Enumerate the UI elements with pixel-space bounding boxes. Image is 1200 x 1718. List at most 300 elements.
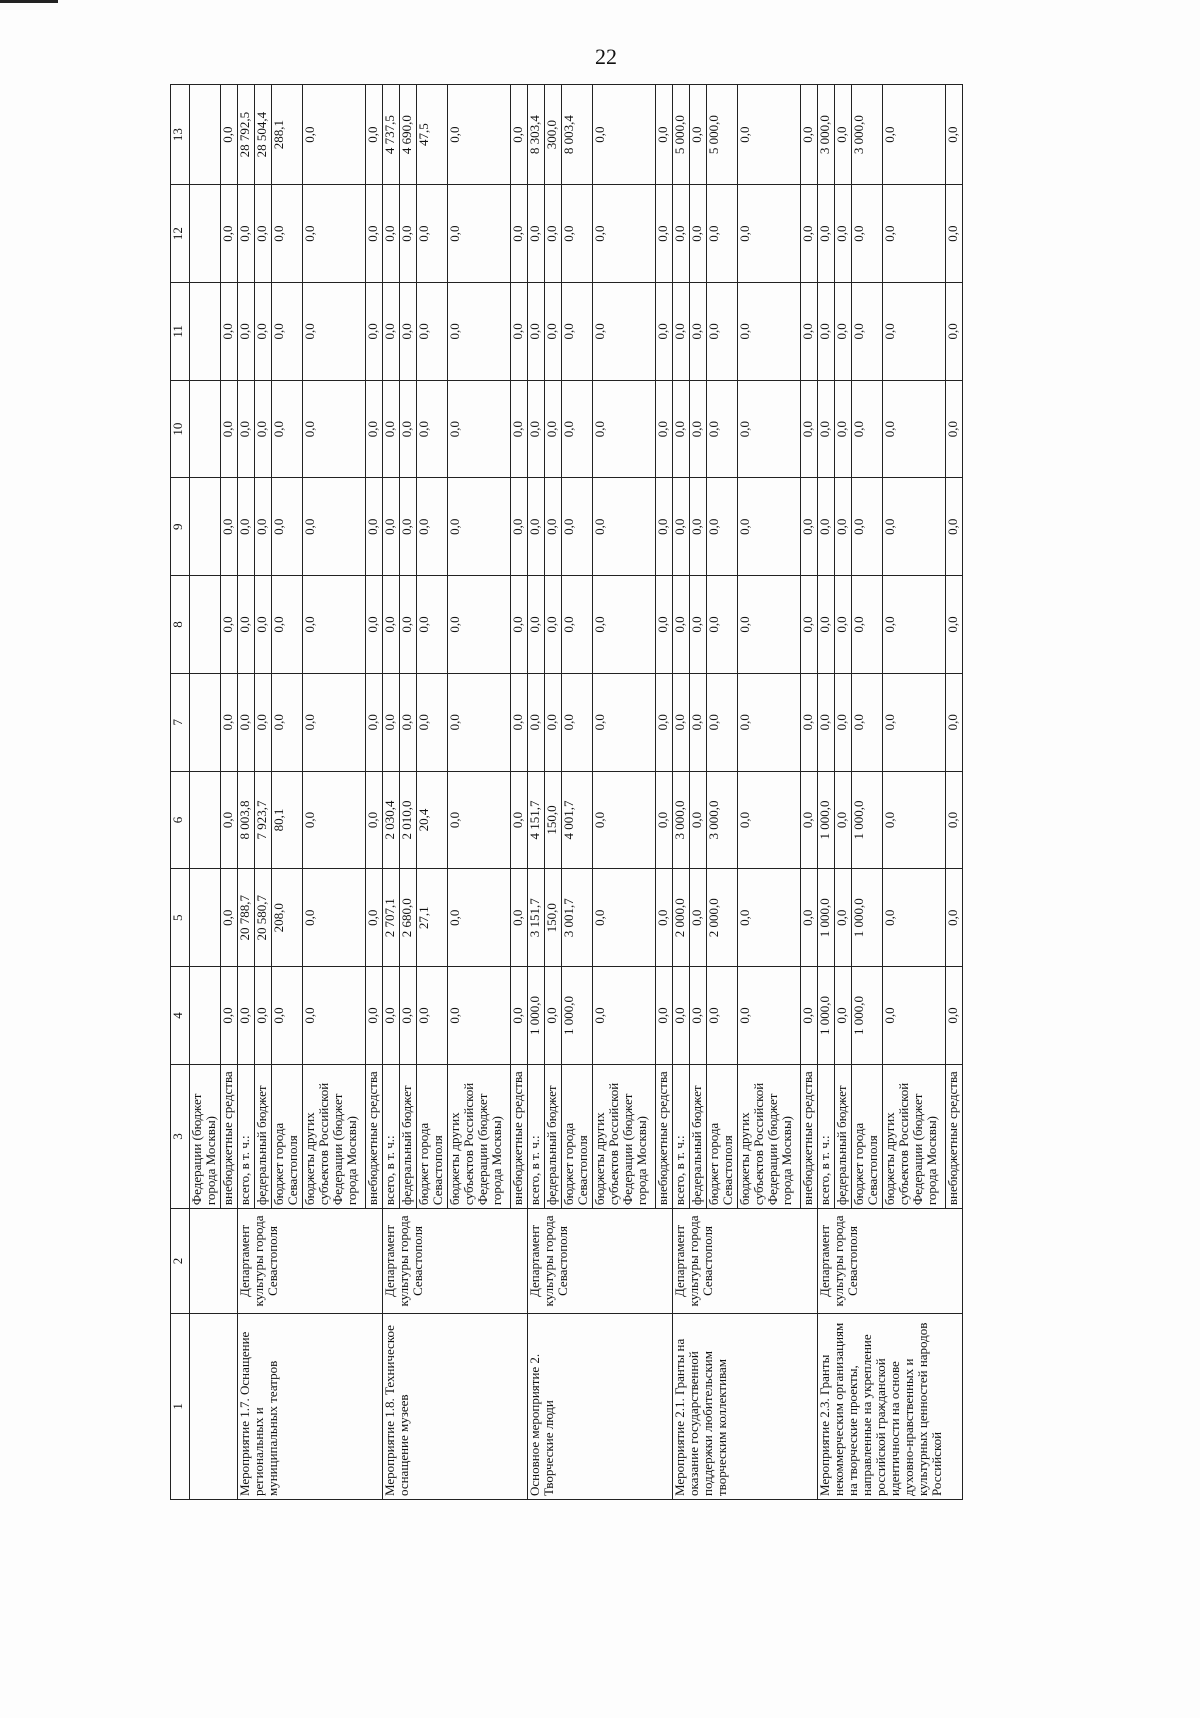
amount-cell: 0,0 xyxy=(673,380,690,478)
column-header-10: 10 xyxy=(171,380,190,478)
table-row xyxy=(528,85,545,1500)
column-header-5: 5 xyxy=(171,869,190,967)
amount-cell: 0,0 xyxy=(303,282,366,380)
amount-cell: 0,0 xyxy=(673,967,690,1065)
measure-name-cell xyxy=(190,1313,238,1499)
amount-cell: 0,0 xyxy=(417,282,448,380)
amount-cell: 0,0 xyxy=(738,380,801,478)
amount-cell: 0,0 xyxy=(511,380,528,478)
amount-cell: 0,0 xyxy=(255,576,272,674)
amount-cell: 3 001,7 xyxy=(562,869,593,967)
amount-cell: 0,0 xyxy=(738,282,801,380)
amount-cell: 0,0 xyxy=(303,185,366,283)
amount-cell: 0,0 xyxy=(690,869,707,967)
amount-cell: 0,0 xyxy=(303,478,366,576)
amount-cell: 0,0 xyxy=(366,85,383,185)
amount-cell: 0,0 xyxy=(511,282,528,380)
amount-cell: 0,0 xyxy=(690,576,707,674)
amount-cell: 0,0 xyxy=(883,576,946,674)
measure-name: Основное мероприятие 2. Творческие люди xyxy=(528,1313,673,1499)
amount-cell: 3 000,0 xyxy=(852,85,883,185)
amount-cell: 0,0 xyxy=(593,967,656,1065)
funding-source: бюджет города Севастополя xyxy=(417,1064,448,1208)
amount-cell: 0,0 xyxy=(673,185,690,283)
column-header-3: 3 xyxy=(171,1064,190,1208)
amount-cell: 0,0 xyxy=(593,85,656,185)
amount-cell: 0,0 xyxy=(417,380,448,478)
amount-cell: 0,0 xyxy=(673,478,690,576)
amount-cell: 0,0 xyxy=(707,282,738,380)
column-header-1: 1 xyxy=(171,1313,190,1499)
amount-cell: 0,0 xyxy=(238,576,255,674)
funding-source: внебюджетные средства xyxy=(801,1064,818,1208)
funding-source: внебюджетные средства xyxy=(656,1064,673,1208)
amount-cell: 0,0 xyxy=(707,478,738,576)
column-header-2: 2 xyxy=(171,1209,190,1314)
column-header-7: 7 xyxy=(171,673,190,771)
amount-cell: 0,0 xyxy=(835,967,852,1065)
amount-cell: 8 303,4 xyxy=(528,85,545,185)
amount-cell xyxy=(190,85,221,185)
amount-cell: 0,0 xyxy=(366,282,383,380)
amount-cell: 2 680,0 xyxy=(400,869,417,967)
amount-cell: 1 000,0 xyxy=(852,771,883,869)
amount-cell: 3 000,0 xyxy=(818,85,835,185)
amount-cell: 0,0 xyxy=(593,771,656,869)
amount-cell: 0,0 xyxy=(383,967,400,1065)
amount-cell: 0,0 xyxy=(835,282,852,380)
amount-cell: 0,0 xyxy=(562,282,593,380)
amount-cell: 0,0 xyxy=(801,380,818,478)
continuation-row xyxy=(190,85,221,1500)
amount-cell xyxy=(190,185,221,283)
amount-cell: 0,0 xyxy=(673,576,690,674)
amount-cell: 1 000,0 xyxy=(562,967,593,1065)
amount-cell: 0,0 xyxy=(883,185,946,283)
funding-source: федеральный бюджет xyxy=(835,1064,852,1208)
amount-cell: 1 000,0 xyxy=(852,869,883,967)
executor-cell xyxy=(190,1209,238,1314)
measure-name: Мероприятие 2.3. Гранты некоммерческим организациям на творческие проекты, направленные на укрепление российской гражданской идентичности на основе духовно-нравственных и культурных ценностей народов Российской xyxy=(818,1313,963,1499)
amount-cell: 0,0 xyxy=(400,576,417,674)
amount-cell: 0,0 xyxy=(221,380,238,478)
amount-cell: 0,0 xyxy=(448,185,511,283)
funding-source: бюджеты других субъектов Российской Федерации (бюджет города Москвы) xyxy=(448,1064,511,1208)
amount-cell: 0,0 xyxy=(511,673,528,771)
funding-source: внебюджетные средства xyxy=(221,1064,238,1208)
amount-cell: 0,0 xyxy=(673,673,690,771)
amount-cell: 1 000,0 xyxy=(818,771,835,869)
amount-cell xyxy=(190,576,221,674)
amount-cell: 0,0 xyxy=(946,771,963,869)
amount-cell: 0,0 xyxy=(255,282,272,380)
amount-cell: 0,0 xyxy=(883,478,946,576)
amount-cell: 0,0 xyxy=(528,185,545,283)
amount-cell: 0,0 xyxy=(528,282,545,380)
amount-cell: 0,0 xyxy=(545,967,562,1065)
amount-cell: 0,0 xyxy=(883,673,946,771)
amount-cell: 0,0 xyxy=(528,478,545,576)
amount-cell: 2 000,0 xyxy=(673,869,690,967)
amount-cell: 0,0 xyxy=(528,380,545,478)
amount-cell: 0,0 xyxy=(562,673,593,771)
amount-cell: 0,0 xyxy=(818,380,835,478)
amount-cell: 0,0 xyxy=(883,967,946,1065)
amount-cell xyxy=(190,771,221,869)
amount-cell: 0,0 xyxy=(690,967,707,1065)
header-row xyxy=(171,85,190,1500)
funding-source: федеральный бюджет xyxy=(255,1064,272,1208)
amount-cell: 0,0 xyxy=(801,85,818,185)
executor-name: Департамент культуры города Севастополя xyxy=(383,1209,528,1314)
amount-cell: 0,0 xyxy=(707,380,738,478)
amount-cell: 208,0 xyxy=(272,869,303,967)
funding-source: бюджет города Севастополя xyxy=(852,1064,883,1208)
amount-cell: 0,0 xyxy=(511,869,528,967)
amount-cell: 0,0 xyxy=(417,185,448,283)
amount-cell: 80,1 xyxy=(272,771,303,869)
amount-cell: 0,0 xyxy=(272,478,303,576)
amount-cell: 0,0 xyxy=(272,282,303,380)
amount-cell: 0,0 xyxy=(238,380,255,478)
amount-cell: 0,0 xyxy=(255,967,272,1065)
amount-cell: 0,0 xyxy=(383,282,400,380)
amount-cell: 4 690,0 xyxy=(400,85,417,185)
executor-name: Департамент культуры города Севастополя xyxy=(238,1209,383,1314)
amount-cell: 0,0 xyxy=(221,673,238,771)
executor-name: Департамент культуры города Севастополя xyxy=(818,1209,963,1314)
funding-source: Федерации (бюджет города Москвы) xyxy=(190,1064,221,1208)
amount-cell: 0,0 xyxy=(835,673,852,771)
amount-cell: 0,0 xyxy=(528,673,545,771)
amount-cell: 0,0 xyxy=(272,576,303,674)
column-header-12: 12 xyxy=(171,185,190,283)
amount-cell: 0,0 xyxy=(946,869,963,967)
amount-cell: 0,0 xyxy=(366,967,383,1065)
amount-cell: 0,0 xyxy=(366,771,383,869)
amount-cell: 0,0 xyxy=(818,282,835,380)
amount-cell: 5 000,0 xyxy=(673,85,690,185)
amount-cell: 47,5 xyxy=(417,85,448,185)
funding-source: всего, в т. ч.: xyxy=(383,1064,400,1208)
amount-cell: 0,0 xyxy=(656,478,673,576)
amount-cell: 0,0 xyxy=(221,576,238,674)
funding-source: бюджеты других субъектов Российской Федерации (бюджет города Москвы) xyxy=(883,1064,946,1208)
amount-cell: 0,0 xyxy=(818,185,835,283)
amount-cell: 0,0 xyxy=(238,185,255,283)
amount-cell: 0,0 xyxy=(383,576,400,674)
amount-cell: 0,0 xyxy=(852,185,883,283)
amount-cell: 0,0 xyxy=(255,673,272,771)
amount-cell: 0,0 xyxy=(818,673,835,771)
amount-cell: 0,0 xyxy=(238,673,255,771)
funding-source: федеральный бюджет xyxy=(545,1064,562,1208)
table-row xyxy=(673,85,690,1500)
funding-source: всего, в т. ч.: xyxy=(673,1064,690,1208)
column-header-11: 11 xyxy=(171,282,190,380)
funding-source: всего, в т. ч.: xyxy=(528,1064,545,1208)
funding-source: всего, в т. ч.: xyxy=(238,1064,255,1208)
amount-cell: 0,0 xyxy=(835,576,852,674)
amount-cell: 0,0 xyxy=(835,380,852,478)
amount-cell: 0,0 xyxy=(545,185,562,283)
column-header-13: 13 xyxy=(171,85,190,185)
amount-cell: 0,0 xyxy=(707,673,738,771)
table-row xyxy=(238,85,255,1500)
amount-cell: 0,0 xyxy=(255,478,272,576)
amount-cell: 8 003,4 xyxy=(562,85,593,185)
amount-cell: 0,0 xyxy=(656,380,673,478)
amount-cell: 0,0 xyxy=(562,478,593,576)
amount-cell: 0,0 xyxy=(946,380,963,478)
column-header-8: 8 xyxy=(171,576,190,674)
measure-name: Мероприятие 1.8. Техническое оснащение музеев xyxy=(383,1313,528,1499)
amount-cell: 0,0 xyxy=(221,967,238,1065)
amount-cell: 150,0 xyxy=(545,869,562,967)
amount-cell: 0,0 xyxy=(852,380,883,478)
amount-cell: 0,0 xyxy=(946,85,963,185)
table-row xyxy=(383,85,400,1500)
amount-cell: 28 792,5 xyxy=(238,85,255,185)
amount-cell: 0,0 xyxy=(835,478,852,576)
amount-cell: 27,1 xyxy=(417,869,448,967)
amount-cell: 0,0 xyxy=(656,673,673,771)
amount-cell: 0,0 xyxy=(383,673,400,771)
amount-cell: 7 923,7 xyxy=(255,771,272,869)
rotated-table-wrapper xyxy=(170,84,1200,1500)
column-header-6: 6 xyxy=(171,771,190,869)
amount-cell: 0,0 xyxy=(255,380,272,478)
amount-cell: 0,0 xyxy=(946,673,963,771)
executor-name: Департамент культуры города Севастополя xyxy=(673,1209,818,1314)
amount-cell: 0,0 xyxy=(883,282,946,380)
amount-cell: 0,0 xyxy=(366,185,383,283)
amount-cell: 0,0 xyxy=(303,380,366,478)
amount-cell: 20 580,7 xyxy=(255,869,272,967)
amount-cell: 0,0 xyxy=(818,478,835,576)
amount-cell: 0,0 xyxy=(738,869,801,967)
amount-cell: 0,0 xyxy=(883,380,946,478)
scan-edge-mark xyxy=(0,0,58,3)
amount-cell: 0,0 xyxy=(511,85,528,185)
amount-cell: 0,0 xyxy=(656,967,673,1065)
amount-cell: 0,0 xyxy=(511,771,528,869)
amount-cell: 0,0 xyxy=(303,673,366,771)
amount-cell: 0,0 xyxy=(545,576,562,674)
amount-cell: 0,0 xyxy=(417,673,448,771)
amount-cell: 0,0 xyxy=(852,282,883,380)
amount-cell: 0,0 xyxy=(272,967,303,1065)
amount-cell: 3 000,0 xyxy=(673,771,690,869)
amount-cell: 0,0 xyxy=(366,869,383,967)
amount-cell: 0,0 xyxy=(801,185,818,283)
amount-cell: 0,0 xyxy=(707,967,738,1065)
amount-cell: 0,0 xyxy=(593,380,656,478)
amount-cell: 0,0 xyxy=(946,185,963,283)
amount-cell: 0,0 xyxy=(448,478,511,576)
amount-cell: 288,1 xyxy=(272,85,303,185)
amount-cell: 20,4 xyxy=(417,771,448,869)
funding-source: бюджет города Севастополя xyxy=(272,1064,303,1208)
amount-cell: 0,0 xyxy=(272,380,303,478)
amount-cell: 0,0 xyxy=(400,282,417,380)
amount-cell: 0,0 xyxy=(562,185,593,283)
amount-cell: 3 000,0 xyxy=(707,771,738,869)
amount-cell: 0,0 xyxy=(417,478,448,576)
amount-cell: 0,0 xyxy=(545,282,562,380)
amount-cell: 0,0 xyxy=(946,967,963,1065)
amount-cell: 1 000,0 xyxy=(852,967,883,1065)
amount-cell: 0,0 xyxy=(883,869,946,967)
amount-cell: 0,0 xyxy=(238,478,255,576)
amount-cell: 0,0 xyxy=(366,478,383,576)
funding-source: бюджеты других субъектов Российской Федерации (бюджет города Москвы) xyxy=(738,1064,801,1208)
funding-source: федеральный бюджет xyxy=(690,1064,707,1208)
amount-cell: 2 030,4 xyxy=(383,771,400,869)
amount-cell: 0,0 xyxy=(883,771,946,869)
amount-cell: 0,0 xyxy=(448,771,511,869)
amount-cell: 0,0 xyxy=(417,576,448,674)
amount-cell: 0,0 xyxy=(366,576,383,674)
amount-cell: 3 151,7 xyxy=(528,869,545,967)
amount-cell: 0,0 xyxy=(366,673,383,771)
amount-cell: 0,0 xyxy=(801,282,818,380)
amount-cell: 0,0 xyxy=(448,282,511,380)
amount-cell: 0,0 xyxy=(690,282,707,380)
amount-cell: 0,0 xyxy=(221,478,238,576)
funding-source: бюджет города Севастополя xyxy=(562,1064,593,1208)
column-header-4: 4 xyxy=(171,967,190,1065)
amount-cell: 0,0 xyxy=(738,478,801,576)
amount-cell: 0,0 xyxy=(383,185,400,283)
amount-cell: 0,0 xyxy=(656,282,673,380)
amount-cell: 0,0 xyxy=(448,576,511,674)
amount-cell xyxy=(190,478,221,576)
amount-cell: 0,0 xyxy=(656,85,673,185)
amount-cell: 0,0 xyxy=(511,478,528,576)
funding-source: внебюджетные средства xyxy=(511,1064,528,1208)
amount-cell: 0,0 xyxy=(448,967,511,1065)
amount-cell: 0,0 xyxy=(801,673,818,771)
amount-cell: 0,0 xyxy=(272,185,303,283)
amount-cell: 0,0 xyxy=(835,85,852,185)
amount-cell: 0,0 xyxy=(946,478,963,576)
amount-cell: 2 000,0 xyxy=(707,869,738,967)
amount-cell: 8 003,8 xyxy=(238,771,255,869)
amount-cell: 0,0 xyxy=(562,380,593,478)
amount-cell: 0,0 xyxy=(545,673,562,771)
amount-cell: 0,0 xyxy=(690,478,707,576)
amount-cell: 0,0 xyxy=(593,282,656,380)
amount-cell: 4 001,7 xyxy=(562,771,593,869)
amount-cell: 0,0 xyxy=(835,771,852,869)
amount-cell xyxy=(190,282,221,380)
amount-cell: 5 000,0 xyxy=(707,85,738,185)
amount-cell: 0,0 xyxy=(303,576,366,674)
amount-cell: 0,0 xyxy=(801,967,818,1065)
amount-cell: 0,0 xyxy=(238,967,255,1065)
amount-cell: 0,0 xyxy=(801,478,818,576)
executor-name: Департамент культуры города Севастополя xyxy=(528,1209,673,1314)
amount-cell: 0,0 xyxy=(818,576,835,674)
amount-cell: 0,0 xyxy=(221,771,238,869)
amount-cell: 4 737,5 xyxy=(383,85,400,185)
amount-cell: 0,0 xyxy=(738,185,801,283)
amount-cell: 0,0 xyxy=(528,576,545,674)
amount-cell: 0,0 xyxy=(656,771,673,869)
amount-cell: 0,0 xyxy=(448,869,511,967)
amount-cell: 0,0 xyxy=(593,576,656,674)
amount-cell: 1 000,0 xyxy=(528,967,545,1065)
amount-cell: 0,0 xyxy=(656,869,673,967)
page-number: 22 xyxy=(595,44,617,69)
amount-cell: 0,0 xyxy=(511,967,528,1065)
amount-cell: 0,0 xyxy=(303,967,366,1065)
amount-cell: 0,0 xyxy=(707,576,738,674)
amount-cell: 0,0 xyxy=(383,380,400,478)
amount-cell: 0,0 xyxy=(400,673,417,771)
amount-cell xyxy=(190,869,221,967)
amount-cell: 0,0 xyxy=(400,478,417,576)
amount-cell: 0,0 xyxy=(656,576,673,674)
amount-cell: 0,0 xyxy=(656,185,673,283)
amount-cell: 0,0 xyxy=(383,478,400,576)
budget-table xyxy=(170,84,963,1500)
amount-cell xyxy=(190,673,221,771)
amount-cell: 0,0 xyxy=(738,576,801,674)
amount-cell: 0,0 xyxy=(593,185,656,283)
amount-cell: 0,0 xyxy=(801,771,818,869)
amount-cell: 0,0 xyxy=(673,282,690,380)
amount-cell: 0,0 xyxy=(303,869,366,967)
funding-source: внебюджетные средства xyxy=(946,1064,963,1208)
amount-cell: 0,0 xyxy=(448,673,511,771)
amount-cell: 0,0 xyxy=(303,771,366,869)
amount-cell: 0,0 xyxy=(690,673,707,771)
amount-cell: 0,0 xyxy=(946,576,963,674)
amount-cell: 0,0 xyxy=(255,185,272,283)
amount-cell: 0,0 xyxy=(690,380,707,478)
amount-cell: 2 010,0 xyxy=(400,771,417,869)
measure-name: Мероприятие 2.1. Гранты на оказание государственной поддержки любительским творческим коллективам xyxy=(673,1313,818,1499)
amount-cell: 0,0 xyxy=(511,185,528,283)
amount-cell: 0,0 xyxy=(448,85,511,185)
amount-cell: 1 000,0 xyxy=(818,967,835,1065)
amount-cell: 0,0 xyxy=(221,85,238,185)
amount-cell: 0,0 xyxy=(593,478,656,576)
amount-cell: 0,0 xyxy=(400,967,417,1065)
amount-cell: 0,0 xyxy=(852,576,883,674)
amount-cell: 0,0 xyxy=(946,282,963,380)
amount-cell: 0,0 xyxy=(738,967,801,1065)
amount-cell: 0,0 xyxy=(690,85,707,185)
amount-cell: 0,0 xyxy=(690,185,707,283)
funding-source: всего, в т. ч.: xyxy=(818,1064,835,1208)
amount-cell xyxy=(190,967,221,1065)
amount-cell: 4 151,7 xyxy=(528,771,545,869)
funding-source: бюджеты других субъектов Российской Федерации (бюджет города Москвы) xyxy=(593,1064,656,1208)
funding-source: бюджет города Севастополя xyxy=(707,1064,738,1208)
amount-cell: 150,0 xyxy=(545,771,562,869)
amount-cell xyxy=(190,380,221,478)
table-row xyxy=(818,85,835,1500)
amount-cell: 0,0 xyxy=(545,478,562,576)
amount-cell: 0,0 xyxy=(417,967,448,1065)
amount-cell: 0,0 xyxy=(883,85,946,185)
amount-cell: 0,0 xyxy=(593,673,656,771)
amount-cell: 0,0 xyxy=(852,673,883,771)
amount-cell: 0,0 xyxy=(221,185,238,283)
